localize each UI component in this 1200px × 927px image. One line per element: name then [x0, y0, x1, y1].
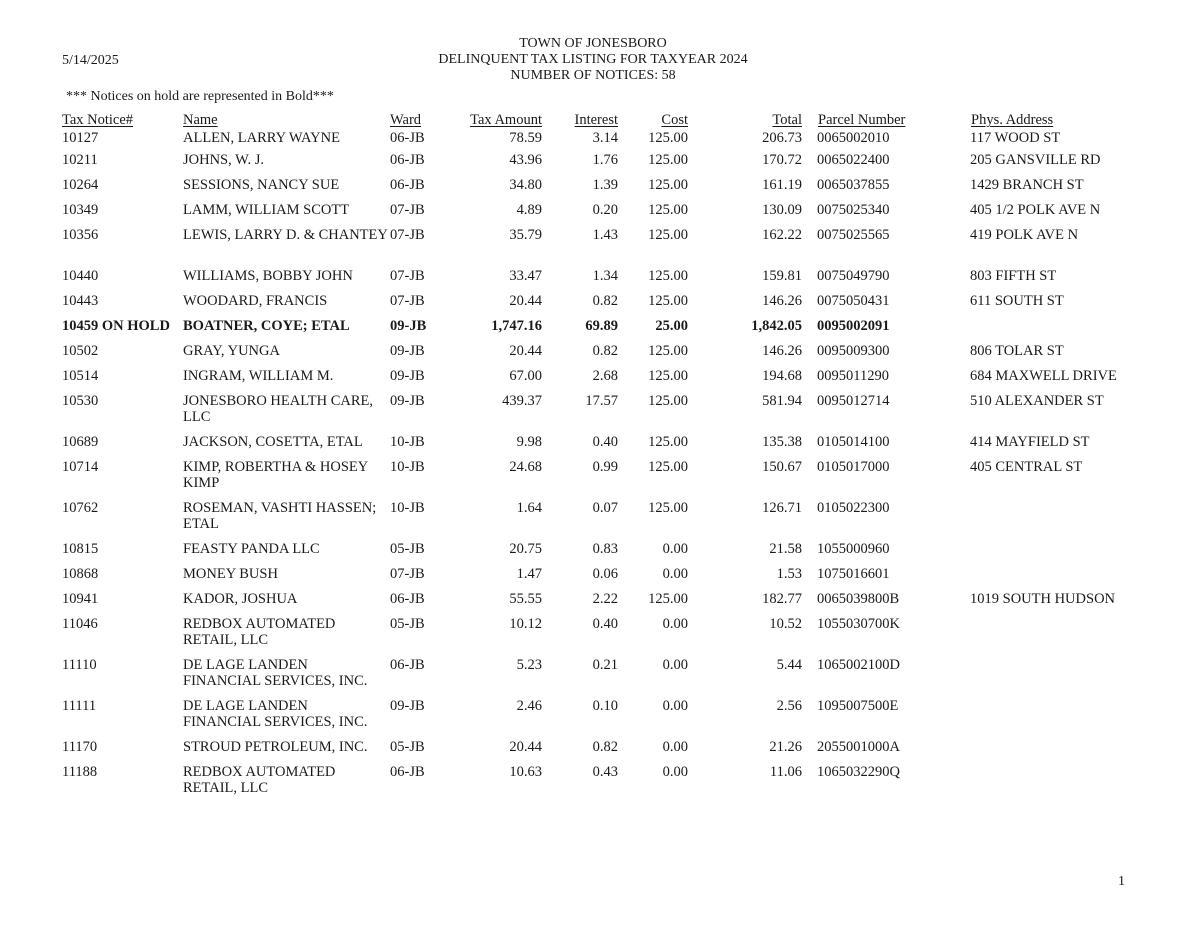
cell-tax-notice: 10459 ON HOLD — [62, 318, 170, 334]
table-row — [0, 616, 1200, 657]
cell-tax-amount: 67.00 — [509, 368, 542, 384]
cell-address: 1429 BRANCH ST — [970, 177, 1084, 193]
cell-name: KIMP, ROBERTHA & HOSEY KIMP — [183, 459, 368, 491]
table-row — [0, 739, 1200, 764]
header-total: Total — [772, 112, 802, 128]
cell-ward: 09-JB — [390, 368, 425, 384]
cell-name: GRAY, YUNGA — [183, 343, 280, 359]
table-row — [0, 541, 1200, 566]
cell-address: 419 POLK AVE N — [970, 227, 1079, 243]
cell-ward: 06-JB — [390, 177, 425, 193]
cell-name: WILLIAMS, BOBBY JOHN — [183, 268, 353, 284]
report-date: 5/14/2025 — [62, 53, 119, 68]
cell-address: 510 ALEXANDER ST — [970, 393, 1104, 409]
cell-address: 117 WOOD ST — [970, 130, 1061, 146]
cell-address: 611 SOUTH ST — [970, 293, 1064, 309]
cell-ward: 07-JB — [390, 202, 425, 218]
cell-tax-notice: 10530 — [62, 393, 99, 409]
cell-interest: 0.10 — [592, 698, 618, 714]
cell-tax-amount: 1.64 — [516, 500, 542, 516]
cell-interest: 0.40 — [592, 616, 618, 632]
cell-name: JOHNS, W. J. — [183, 152, 264, 168]
cell-name: BOATNER, COYE; ETAL — [183, 318, 350, 334]
cell-cost: 125.00 — [648, 177, 688, 193]
cell-tax-amount: 20.44 — [509, 293, 542, 309]
cell-parcel-number: 0065039800B — [817, 591, 900, 607]
cell-total: 581.94 — [762, 393, 802, 409]
cell-cost: 125.00 — [648, 343, 688, 359]
cell-total: 150.67 — [762, 459, 802, 475]
cell-tax-notice: 11046 — [62, 616, 98, 632]
table-row — [0, 459, 1200, 500]
header-interest: Interest — [574, 112, 618, 128]
cell-cost: 0.00 — [662, 657, 688, 673]
cell-interest: 0.82 — [592, 343, 618, 359]
cell-name: DE LAGE LANDEN FINANCIAL SERVICES, INC. — [183, 657, 368, 689]
cell-tax-amount: 24.68 — [509, 459, 542, 475]
cell-tax-notice: 10440 — [62, 268, 99, 284]
cell-ward: 05-JB — [390, 616, 425, 632]
cell-ward: 10-JB — [390, 500, 425, 516]
cell-address: 405 1/2 POLK AVE N — [970, 202, 1101, 218]
cell-interest: 0.43 — [592, 764, 618, 780]
cell-tax-notice: 11110 — [62, 657, 97, 673]
cell-total: 182.77 — [762, 591, 802, 607]
cell-name: WOODARD, FRANCIS — [183, 293, 328, 309]
cell-interest: 0.06 — [592, 566, 618, 582]
report-heading — [393, 36, 793, 84]
cell-ward: 09-JB — [390, 393, 425, 409]
cell-total: 135.38 — [762, 434, 802, 450]
cell-name: LEWIS, LARRY D. & CHANTEY — [183, 227, 388, 243]
page-number: 1 — [1118, 874, 1125, 889]
table-row — [0, 293, 1200, 318]
cell-ward: 07-JB — [390, 227, 425, 243]
header-address: Phys. Address — [971, 112, 1054, 128]
cell-tax-amount: 9.98 — [516, 434, 542, 450]
cell-total: 10.52 — [769, 616, 802, 632]
cell-total: 146.26 — [762, 293, 802, 309]
table-row — [0, 393, 1200, 434]
cell-tax-notice: 10127 — [62, 130, 99, 146]
cell-tax-notice: 10349 — [62, 202, 99, 218]
cell-cost: 0.00 — [662, 616, 688, 632]
cell-tax-amount: 34.80 — [509, 177, 542, 193]
cell-total: 21.26 — [769, 739, 802, 755]
cell-parcel-number: 1065002100D — [817, 657, 900, 673]
cell-parcel-number: 0105017000 — [817, 459, 890, 475]
cell-ward: 07-JB — [390, 268, 425, 284]
cell-total: 170.72 — [762, 152, 802, 168]
cell-interest: 2.22 — [592, 591, 618, 607]
cell-name: DE LAGE LANDEN FINANCIAL SERVICES, INC. — [183, 698, 368, 730]
cell-total: 1.53 — [776, 566, 802, 582]
cell-tax-notice: 10502 — [62, 343, 99, 359]
cell-cost: 125.00 — [648, 591, 688, 607]
cell-cost: 0.00 — [662, 764, 688, 780]
cell-tax-notice: 10714 — [62, 459, 99, 475]
cell-parcel-number: 0095009300 — [817, 343, 890, 359]
table-row — [0, 591, 1200, 616]
cell-interest: 3.14 — [592, 130, 618, 146]
cell-tax-notice: 10689 — [62, 434, 99, 450]
cell-total: 11.06 — [769, 764, 802, 780]
cell-name: ALLEN, LARRY WAYNE — [183, 130, 340, 146]
header-cost: Cost — [661, 112, 688, 128]
cell-total: 206.73 — [762, 130, 802, 146]
table-row — [0, 698, 1200, 739]
table-row — [0, 764, 1200, 805]
cell-total: 162.22 — [762, 227, 802, 243]
cell-ward: 09-JB — [390, 698, 425, 714]
cell-ward: 09-JB — [390, 343, 425, 359]
cell-parcel-number: 0105014100 — [817, 434, 890, 450]
table-row — [0, 657, 1200, 698]
cell-interest: 0.20 — [592, 202, 618, 218]
cell-tax-notice: 11170 — [62, 739, 98, 755]
cell-total: 1,842.05 — [751, 318, 802, 334]
cell-interest: 17.57 — [585, 393, 618, 409]
cell-parcel-number: 0105022300 — [817, 500, 890, 516]
cell-ward: 05-JB — [390, 541, 425, 557]
cell-address: 1019 SOUTH HUDSON — [970, 591, 1116, 607]
cell-interest: 0.40 — [592, 434, 618, 450]
cell-parcel-number: 1075016601 — [817, 566, 890, 582]
cell-name: MONEY BUSH — [183, 566, 278, 582]
cell-parcel-number: 0065022400 — [817, 152, 890, 168]
cell-cost: 25.00 — [655, 318, 688, 334]
cell-tax-amount: 20.75 — [509, 541, 542, 557]
cell-cost: 125.00 — [648, 202, 688, 218]
header-tax-amount: Tax Amount — [470, 112, 542, 128]
cell-interest: 0.99 — [592, 459, 618, 475]
cell-interest: 0.21 — [592, 657, 618, 673]
table-row — [0, 227, 1200, 268]
table-row — [0, 500, 1200, 541]
cell-tax-notice: 10762 — [62, 500, 99, 516]
header-name: Name — [183, 112, 218, 128]
cell-cost: 0.00 — [662, 541, 688, 557]
cell-parcel-number: 1055000960 — [817, 541, 890, 557]
cell-address: 806 TOLAR ST — [970, 343, 1064, 359]
cell-total: 21.58 — [769, 541, 802, 557]
cell-interest: 0.82 — [592, 293, 618, 309]
cell-interest: 1.34 — [592, 268, 618, 284]
cell-total: 161.19 — [762, 177, 802, 193]
cell-address: 414 MAYFIELD ST — [970, 434, 1090, 450]
cell-parcel-number: 0065002010 — [817, 130, 890, 146]
cell-tax-amount: 20.44 — [509, 739, 542, 755]
table-row — [0, 130, 1200, 152]
cell-tax-amount: 4.89 — [516, 202, 542, 218]
cell-cost: 125.00 — [648, 152, 688, 168]
cell-parcel-number: 0095012714 — [817, 393, 890, 409]
table-row — [0, 202, 1200, 227]
cell-ward: 06-JB — [390, 130, 425, 146]
cell-tax-notice: 10211 — [62, 152, 98, 168]
cell-tax-notice: 10514 — [62, 368, 99, 384]
cell-name: LAMM, WILLIAM SCOTT — [183, 202, 350, 218]
header-ward: Ward — [390, 112, 422, 128]
cell-interest: 0.82 — [592, 739, 618, 755]
cell-tax-amount: 43.96 — [509, 152, 542, 168]
cell-cost: 125.00 — [648, 434, 688, 450]
report-subtitle: DELINQUENT TAX LISTING FOR TAXYEAR 2024 — [438, 52, 748, 67]
cell-name: REDBOX AUTOMATED RETAIL, LLC — [183, 616, 336, 648]
table-row — [0, 343, 1200, 368]
cell-tax-amount: 10.63 — [509, 764, 542, 780]
cell-parcel-number: 1055030700K — [817, 616, 900, 632]
cell-ward: 06-JB — [390, 591, 425, 607]
table-row — [0, 268, 1200, 293]
cell-parcel-number: 2055001000A — [817, 739, 900, 755]
cell-parcel-number: 0075025340 — [817, 202, 890, 218]
hold-note: *** Notices on hold are represented in Bold*** — [66, 89, 334, 104]
cell-interest: 1.43 — [592, 227, 618, 243]
cell-parcel-number: 0075049790 — [817, 268, 890, 284]
cell-tax-notice: 10443 — [62, 293, 99, 309]
cell-name: ROSEMAN, VASHTI HASSEN; ETAL — [183, 500, 377, 532]
cell-address: 803 FIFTH ST — [970, 268, 1057, 284]
cell-cost: 125.00 — [648, 268, 688, 284]
cell-total: 146.26 — [762, 343, 802, 359]
cell-tax-amount: 2.46 — [516, 698, 542, 714]
cell-ward: 06-JB — [390, 152, 425, 168]
cell-cost: 125.00 — [648, 500, 688, 516]
cell-tax-notice: 10815 — [62, 541, 99, 557]
report-title: TOWN OF JONESBORO — [519, 36, 667, 51]
cell-tax-amount: 1.47 — [516, 566, 542, 582]
cell-tax-amount: 10.12 — [509, 616, 542, 632]
cell-tax-notice: 11188 — [62, 764, 98, 780]
cell-name: REDBOX AUTOMATED RETAIL, LLC — [183, 764, 336, 796]
cell-interest: 1.39 — [592, 177, 618, 193]
cell-total: 126.71 — [762, 500, 802, 516]
cell-cost: 0.00 — [662, 698, 688, 714]
cell-interest: 2.68 — [592, 368, 618, 384]
cell-tax-notice: 11111 — [62, 698, 97, 714]
notice-count: NUMBER OF NOTICES: 58 — [510, 68, 676, 83]
cell-total: 159.81 — [762, 268, 802, 284]
cell-tax-notice: 10868 — [62, 566, 99, 582]
cell-ward: 06-JB — [390, 657, 425, 673]
cell-tax-amount: 35.79 — [509, 227, 542, 243]
cell-parcel-number: 0075050431 — [817, 293, 890, 309]
cell-cost: 125.00 — [648, 130, 688, 146]
cell-tax-notice: 10356 — [62, 227, 99, 243]
cell-name: INGRAM, WILLIAM M. — [183, 368, 334, 384]
cell-name: JACKSON, COSETTA, ETAL — [183, 434, 363, 450]
cell-ward: 06-JB — [390, 764, 425, 780]
cell-parcel-number: 0065037855 — [817, 177, 890, 193]
cell-interest: 1.76 — [592, 152, 618, 168]
cell-tax-amount: 439.37 — [502, 393, 542, 409]
cell-ward: 07-JB — [390, 293, 425, 309]
cell-parcel-number: 0095011290 — [817, 368, 889, 384]
cell-name: STROUD PETROLEUM, INC. — [183, 739, 368, 755]
cell-total: 2.56 — [776, 698, 802, 714]
cell-tax-notice: 10941 — [62, 591, 99, 607]
cell-address: 405 CENTRAL ST — [970, 459, 1083, 475]
cell-name: FEASTY PANDA LLC — [183, 541, 320, 557]
cell-parcel-number: 0075025565 — [817, 227, 890, 243]
table-row — [0, 177, 1200, 202]
cell-ward: 10-JB — [390, 459, 425, 475]
table-header — [0, 112, 1200, 130]
cell-address: 205 GANSVILLE RD — [970, 152, 1101, 168]
cell-ward: 05-JB — [390, 739, 425, 755]
cell-cost: 0.00 — [662, 566, 688, 582]
cell-tax-amount: 20.44 — [509, 343, 542, 359]
table-row — [0, 318, 1200, 343]
cell-parcel-number: 1065032290Q — [817, 764, 900, 780]
cell-address: 684 MAXWELL DRIVE — [970, 368, 1117, 384]
cell-tax-amount: 33.47 — [509, 268, 542, 284]
cell-cost: 125.00 — [648, 393, 688, 409]
cell-tax-amount: 55.55 — [509, 591, 542, 607]
table-row — [0, 368, 1200, 393]
cell-parcel-number: 1095007500E — [817, 698, 899, 714]
cell-cost: 125.00 — [648, 293, 688, 309]
cell-ward: 10-JB — [390, 434, 425, 450]
table-row — [0, 152, 1200, 177]
table-body — [0, 130, 1200, 805]
cell-cost: 0.00 — [662, 739, 688, 755]
cell-tax-amount: 78.59 — [509, 130, 542, 146]
cell-name: JONESBORO HEALTH CARE, LLC — [183, 393, 373, 425]
cell-cost: 125.00 — [648, 227, 688, 243]
cell-tax-notice: 10264 — [62, 177, 99, 193]
table-row — [0, 566, 1200, 591]
cell-parcel-number: 0095002091 — [817, 318, 890, 334]
cell-interest: 69.89 — [585, 318, 618, 334]
cell-tax-amount: 5.23 — [516, 657, 542, 673]
cell-total: 130.09 — [762, 202, 802, 218]
cell-ward: 07-JB — [390, 566, 425, 582]
cell-ward: 09-JB — [390, 318, 427, 334]
cell-name: KADOR, JOSHUA — [183, 591, 298, 607]
cell-total: 194.68 — [762, 368, 802, 384]
cell-interest: 0.07 — [592, 500, 618, 516]
cell-cost: 125.00 — [648, 459, 688, 475]
cell-interest: 0.83 — [592, 541, 618, 557]
cell-cost: 125.00 — [648, 368, 688, 384]
table-row — [0, 434, 1200, 459]
cell-total: 5.44 — [776, 657, 802, 673]
tax-table — [0, 112, 1200, 805]
cell-name: SESSIONS, NANCY SUE — [183, 177, 340, 193]
header-parcel-number: Parcel Number — [818, 112, 906, 128]
cell-tax-amount: 1,747.16 — [491, 318, 542, 334]
header-tax-notice: Tax Notice# — [62, 112, 134, 128]
